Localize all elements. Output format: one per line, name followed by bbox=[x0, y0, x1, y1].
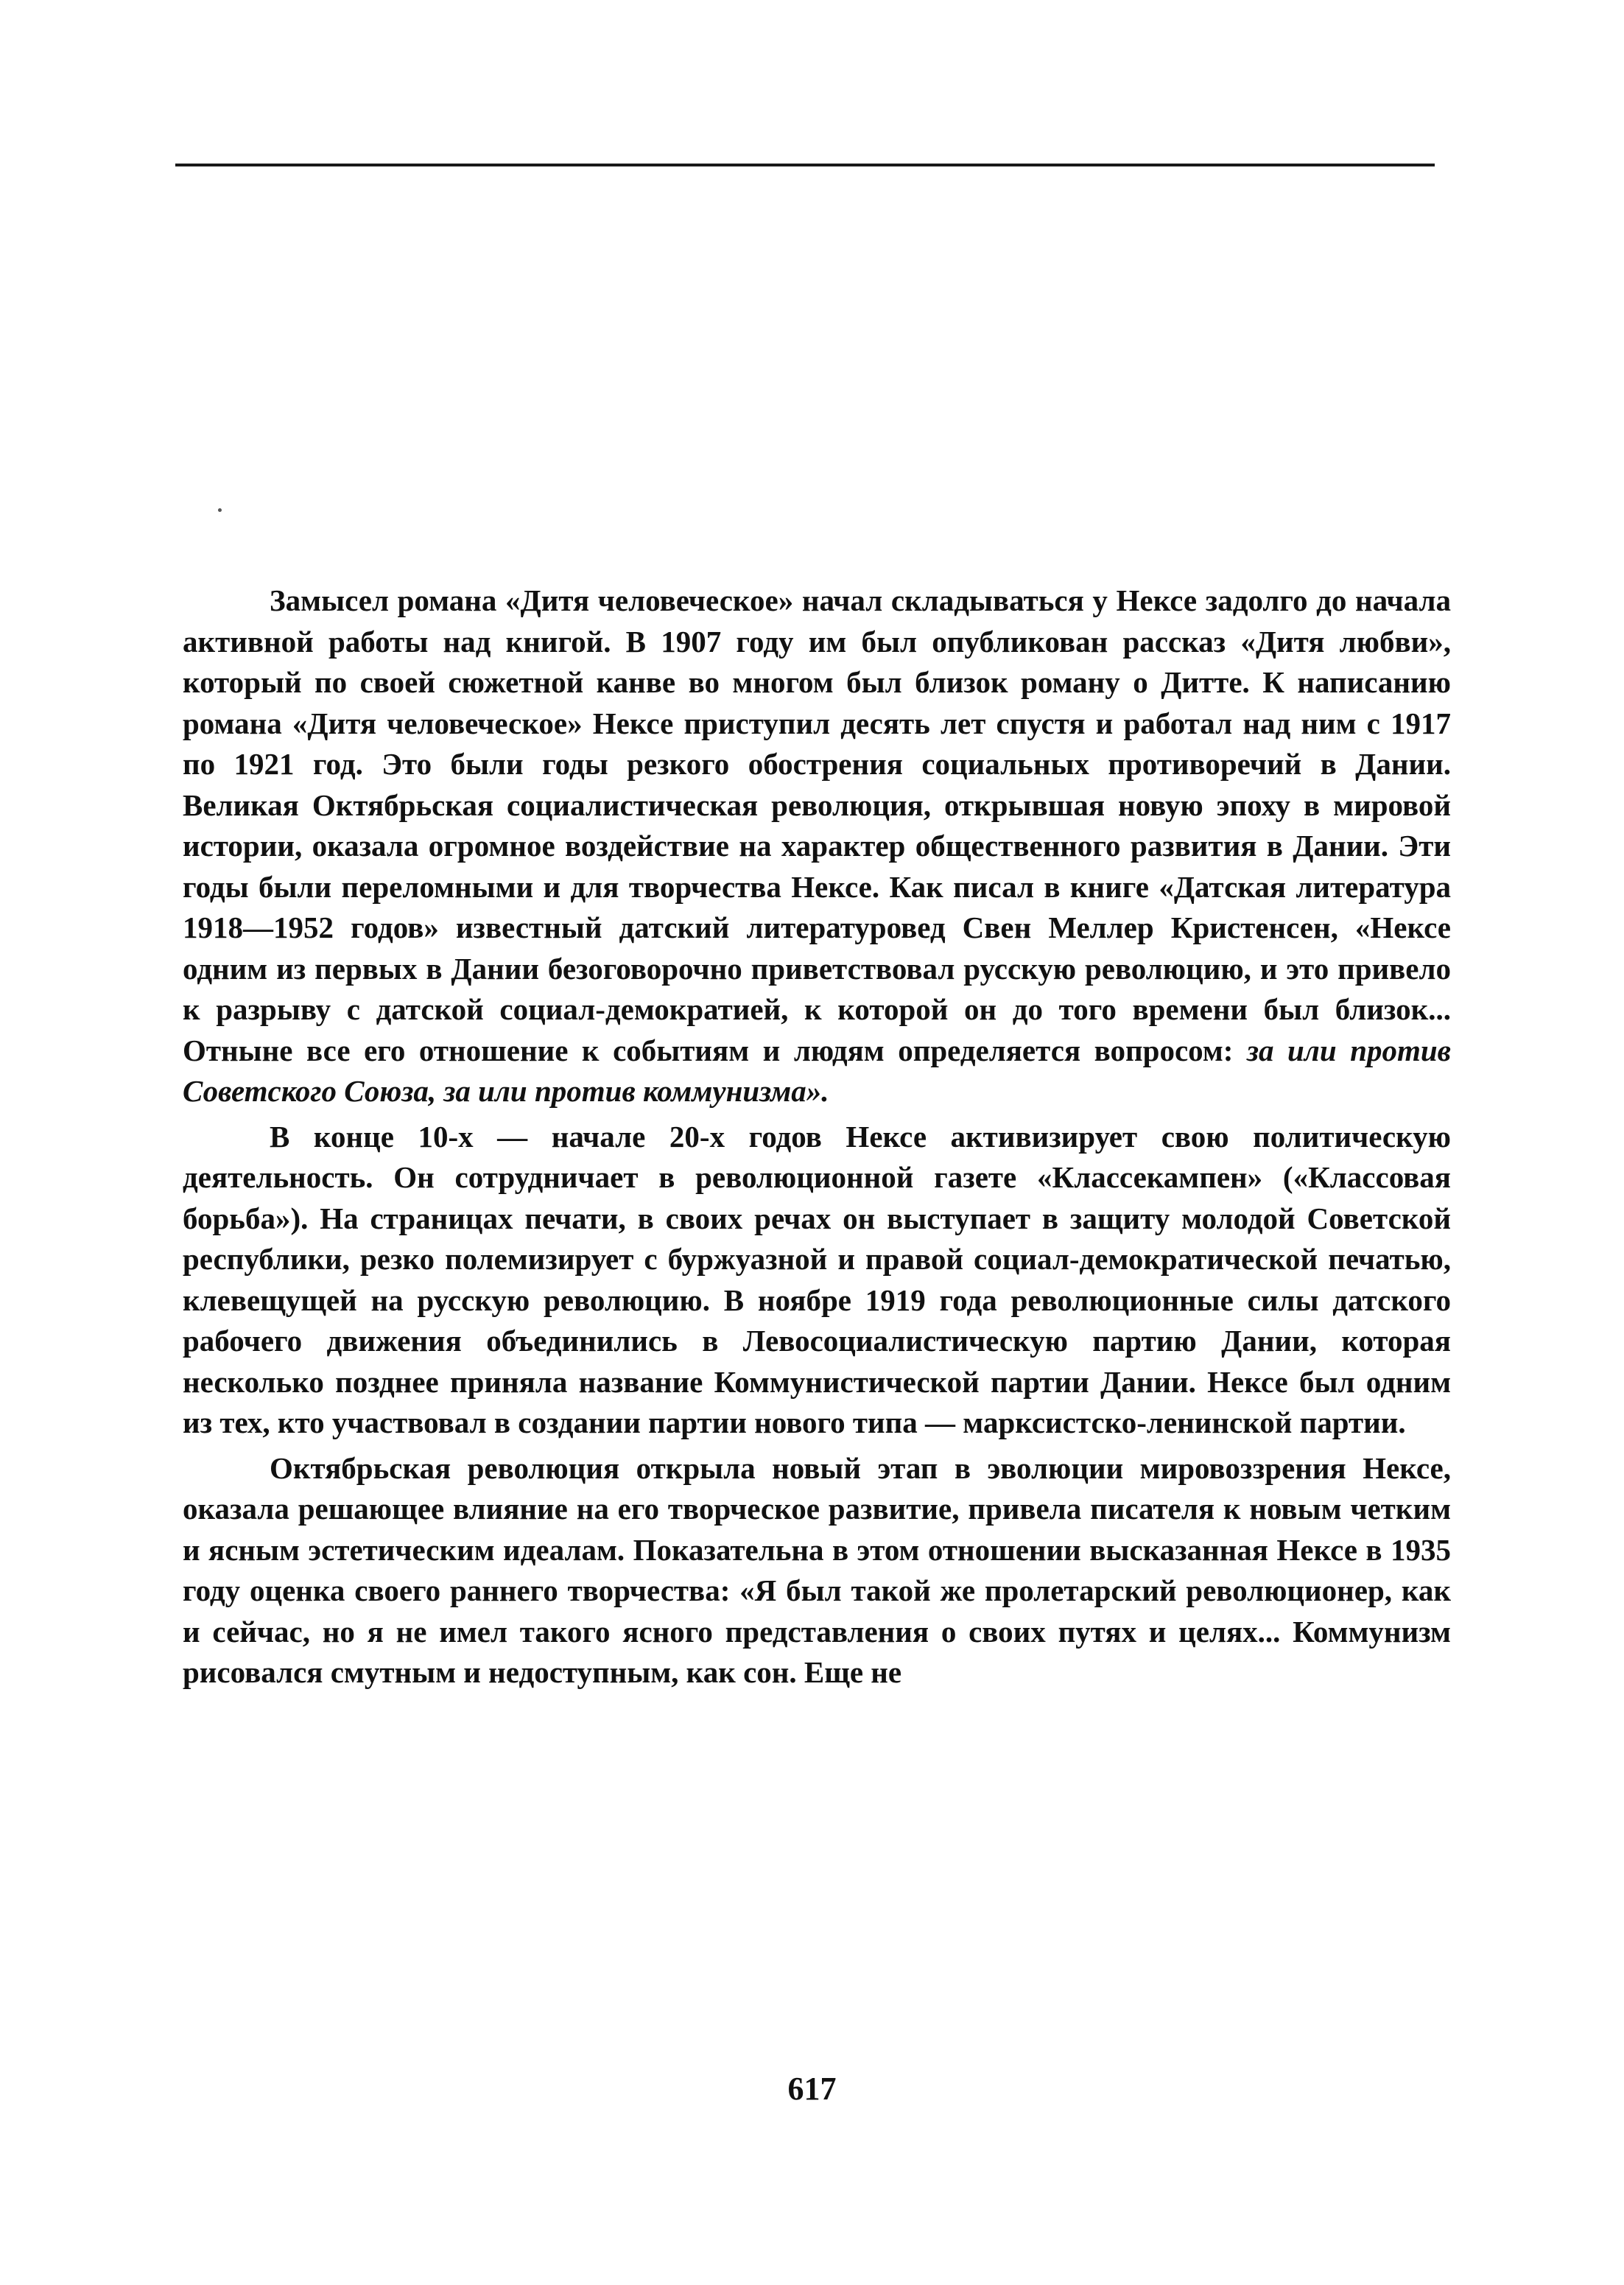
paragraph-1 bbox=[183, 580, 1451, 1112]
paragraph-2-text: В конце 10-х — начале 20-х годов Нексе активизирует свою политическую деятельность. Он сотрудничает в революционной газете «Классекампен» («Классовая борьба»). На страницах печати, в своих речах он выступает в защиту молодой Советской республики, резко полемизирует с буржуазной и правой социал-демократической печатью, клевещущей на русскую революцию. В ноябре 1919 года революционные силы датского рабочего движения объединились в Левосоциалистическую партию Дании, которая несколько позднее приняла название Коммунистической партии Дании. Нексе был одним из тех, кто участвовал в создании партии нового типа — марксистско-ленинской партии. bbox=[183, 1119, 1451, 1439]
paragraph-1-emphasis: за или против Советского Союза, за или против коммунизма». bbox=[183, 1033, 1451, 1108]
page-number: 617 bbox=[787, 2071, 837, 2107]
paragraph-1-text: Замысел романа «Дитя человеческое» начал складываться у Нексе задолго до начала активной работы над книгой. В 1907 году им был опубликован рассказ «Дитя любви», который по своей сюжетной канве во многом был близок роману о Дитте. К написанию романа «Дитя человеческое» Нексе приступил десять лет спустя и работал над ним с 1917 по 1921 год. Это были годы резкого обострения социальных противоречий в Дании. Великая Октябрьская социалистическая революция, открывшая новую эпоху в мировой истории, оказала огромное воздействие на характер общественного развития в Дании. Эти годы были переломными и для творчества Нексе. Как писал в книге «Датская литература 1918—1952 годов» известный датский литературовед Свен Меллер Кристенсен, «Нексе одним из первых в Дании безоговорочно приветствовал русскую революцию, и это привело к разрыву с датской социал-демократией, к которой он до того времени был близок... Отныне все его отношение к событиям и людям определяется вопросом: bbox=[183, 583, 1451, 1067]
body-text bbox=[183, 580, 1451, 1693]
paragraph-3-text: Октябрьская революция открыла новый этап в эволюции мировоззрения Нексе, оказала решающее влияние на его творческое развитие, привела писателя к новым четким и ясным эстетическим идеалам. Показательна в этом отношении высказанная Нексе в 1935 году оценка своего раннего творчества: «Я был такой же пролетарский революционер, как и сейчас, но я не имел такого ясного представления о своих путях и целях... Коммунизм рисовался смутным и недоступным, как сон. Еще не bbox=[183, 1450, 1451, 1689]
paragraph-3 bbox=[183, 1448, 1451, 1693]
header-rule bbox=[175, 164, 1435, 166]
paragraph-2 bbox=[183, 1117, 1451, 1444]
scan-speck bbox=[218, 508, 222, 512]
